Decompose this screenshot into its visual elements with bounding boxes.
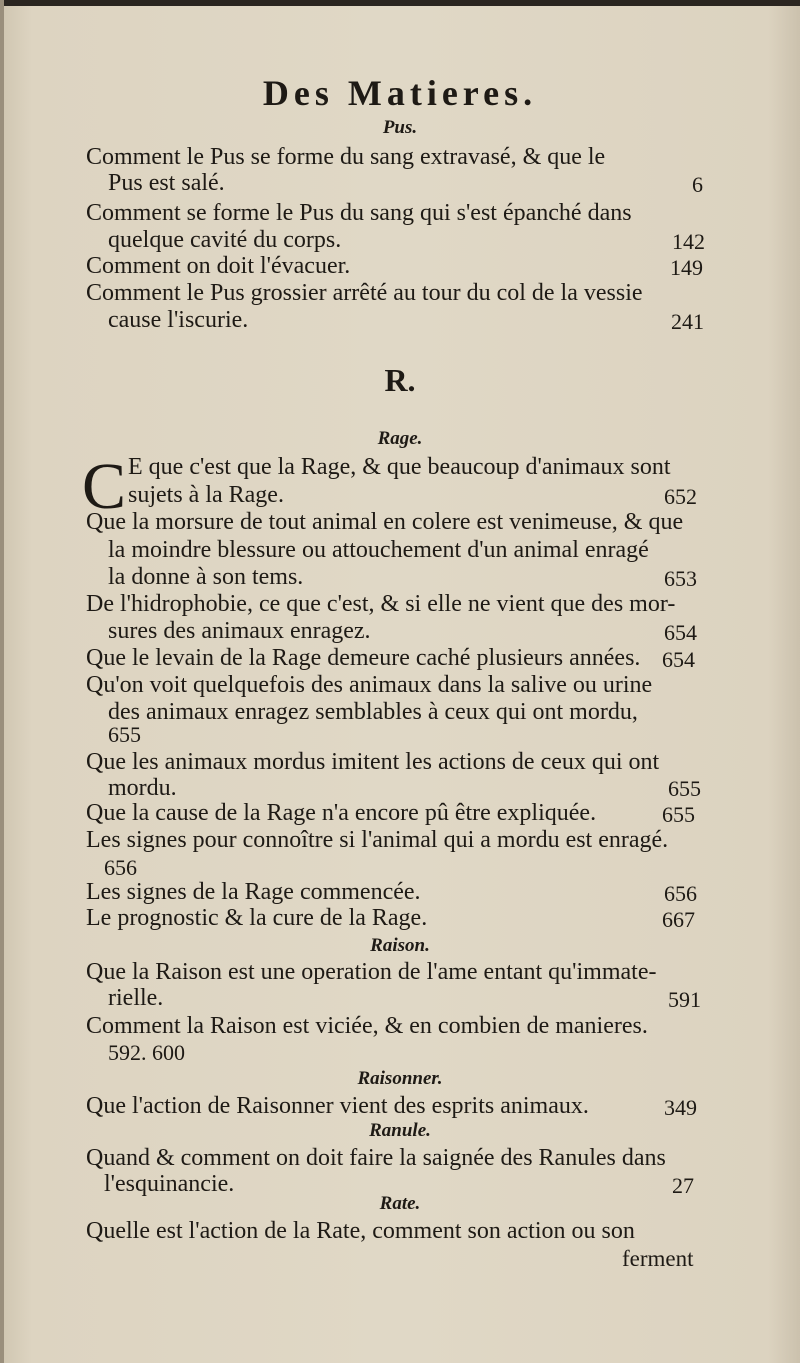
index-line: quelque cavité du corps. [108,227,342,253]
index-line: Quand & comment on doit faire la saignée des Ranules dans [86,1145,666,1171]
drop-cap: C [82,450,127,523]
index-line: Que l'action de Raisonner vient des esprits animaux. [86,1093,589,1119]
index-line: Comment la Raison est viciée, & en combien de manieres. [86,1013,648,1039]
index-line: Comment on doit l'évacuer. [86,253,351,279]
index-line: Que la morsure de tout animal en colere est venimeuse, & que [86,509,684,535]
page-number: 6 [692,172,703,197]
index-line: sujets à la Rage. [128,482,284,508]
page-number: 654 [664,620,697,645]
page-number: 656 [104,855,137,880]
index-line: Les signes pour connoître si l'animal qui a mordu est enragé. [86,827,669,853]
index-line: l'esquinancie. [104,1171,235,1197]
page-number: 652 [664,484,697,509]
index-line: Que la Raison est une operation de l'ame entant qu'immate- [86,959,657,985]
page-header: Des Matieres. [262,73,538,113]
page-number: 667 [662,907,695,932]
page-number: 656 [664,881,697,906]
index-line: Comment le Pus grossier arrêté au tour du col de la vessie [86,280,643,306]
subheading-raisonner: Raisonner. [357,1068,443,1089]
subheading-ranule: Ranule. [369,1120,431,1141]
index-line: Que la cause de la Rage n'a encore pû être expliquée. [86,800,597,826]
index-line: des animaux enragez semblables à ceux qui ont mordu, [108,699,638,725]
index-line: De l'hidrophobie, ce que c'est, & si elle ne vient que des mor- [86,591,676,617]
page-number: 653 [664,566,697,591]
page-number: 654 [662,647,695,672]
index-line: Quelle est l'action de la Rate, comment son action ou son [86,1218,635,1244]
index-line: Que les animaux mordus imitent les actions de ceux qui ont [86,749,660,775]
index-line: la donne à son tems. [108,564,304,590]
page-number: 142 [672,229,705,254]
index-line: cause l'iscurie. [108,307,249,333]
index-line: rielle. [108,985,164,1011]
index-line: Le prognostic & la cure de la Rage. [86,905,428,931]
subheading-rage: Rage. [377,428,423,449]
index-line: Qu'on voit quelquefois des animaux dans la salive ou urine [86,672,653,698]
page-number: 27 [672,1173,694,1198]
catchword: ferment [622,1246,694,1271]
page-number: 655 [108,722,141,747]
index-line: E que c'est que la Rage, & que beaucoup d'animaux sont [128,454,671,480]
page-number: 592. 600 [108,1040,185,1065]
page-number: 149 [670,255,703,280]
index-line: la moindre blessure ou attouchement d'un animal enragé [108,537,649,563]
index-line: Comment se forme le Pus du sang qui s'est épanché dans [86,200,632,226]
page-left-edge [0,0,4,1363]
page-number: 655 [668,776,701,801]
index-line: Que le levain de la Rage demeure caché plusieurs années. [86,645,641,671]
index-line: Les signes de la Rage commencée. [86,879,421,905]
index-line: Comment le Pus se forme du sang extravasé, & que le [86,144,606,170]
page-number: 349 [664,1095,697,1120]
page-number: 655 [662,802,695,827]
index-line: mordu. [108,775,177,801]
page-number: 241 [671,309,704,334]
subheading-pus: Pus. [382,117,418,138]
section-letter: R. [384,362,416,398]
page-top-edge [0,0,800,6]
index-line: Pus est salé. [108,170,225,196]
page-number: 591 [668,987,701,1012]
subheading-rate: Rate. [379,1193,421,1214]
subheading-raison: Raison. [370,935,430,956]
index-line: sures des animaux enragez. [108,618,371,644]
